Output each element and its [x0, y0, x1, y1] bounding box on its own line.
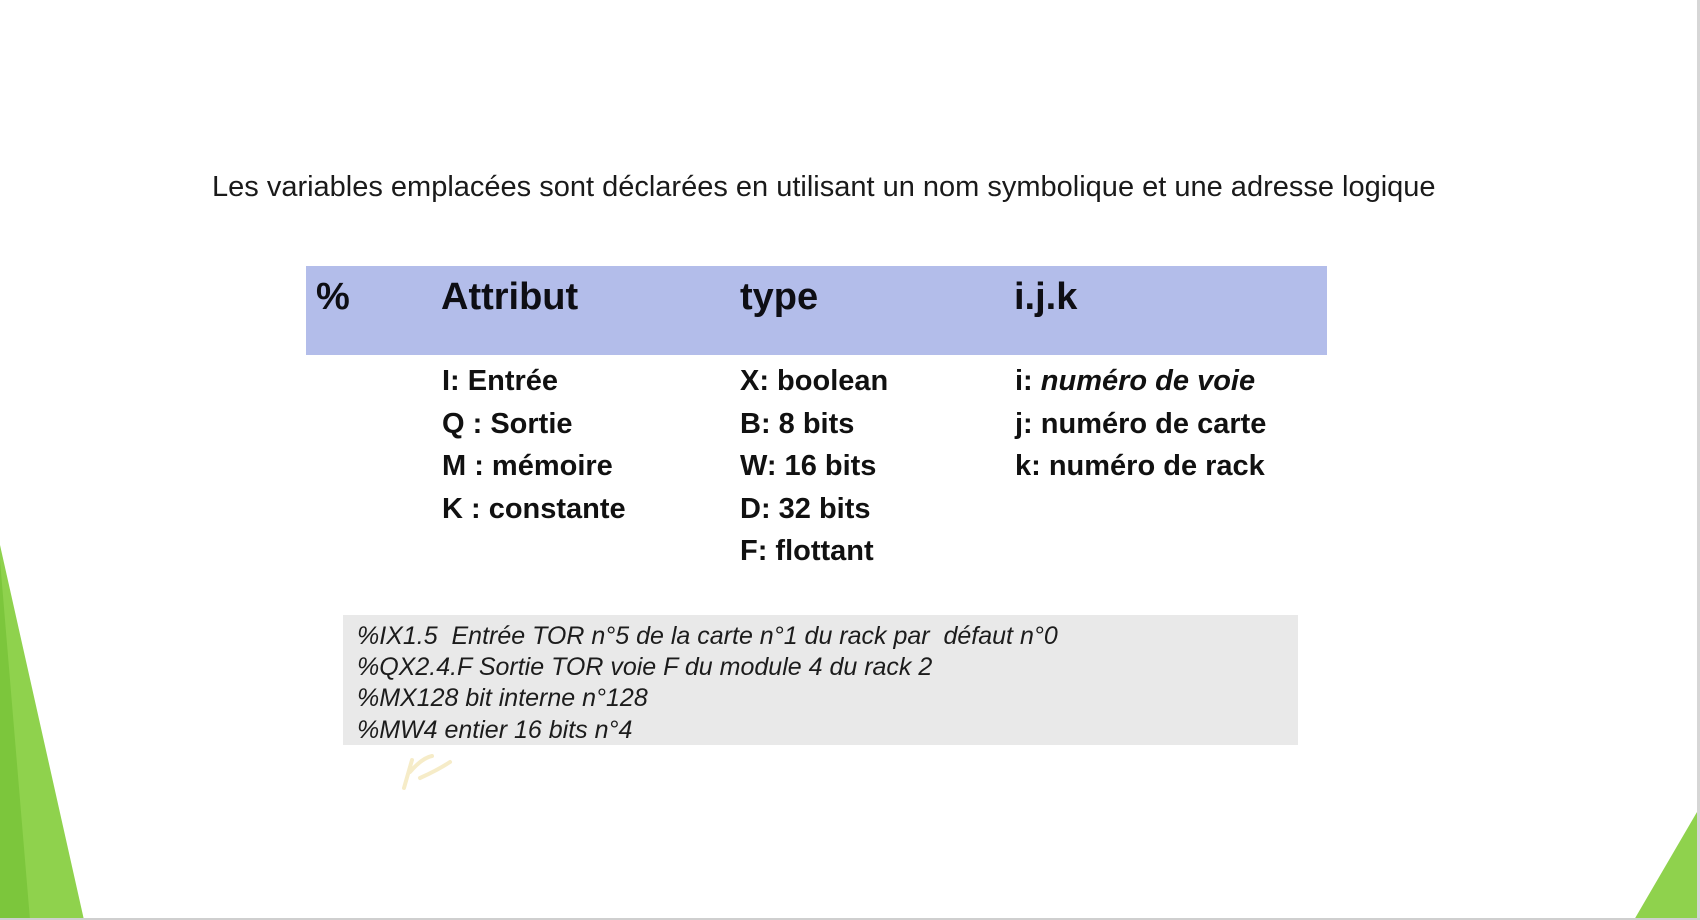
type-column — [740, 360, 888, 573]
header-ijk: i.j.k — [1014, 276, 1078, 318]
type-item: X: boolean — [740, 365, 889, 397]
attribut-item: M : mémoire — [442, 450, 613, 482]
ijk-item-carte: j: numéro de carte — [1015, 407, 1267, 440]
attribut-item: Q : Sortie — [442, 407, 573, 440]
left-green-decoration — [0, 0, 120, 920]
attribut-item: K : constante — [442, 492, 626, 525]
example-line: %MW4 entier 16 bits n°4 — [357, 716, 633, 744]
ijk-voie-text: numéro de voie — [1040, 365, 1256, 397]
example-line: %MX128 bit interne n°128 — [357, 684, 648, 712]
intro-sentence: Les variables emplacées sont déclarées en utilisant un nom symbolique et une adresse logique — [212, 171, 1436, 203]
ijk-item-voie — [1015, 360, 1266, 403]
right-green-decoration — [1630, 0, 1700, 920]
ijk-column — [1015, 360, 1266, 488]
header-type: type — [740, 276, 819, 318]
example-line: %IX1.5 Entrée TOR n°5 de la carte n°1 du rack par défaut n°0 — [357, 622, 1058, 650]
ijk-item-rack: k: numéro de rack — [1015, 450, 1265, 482]
type-item: W: 16 bits — [740, 450, 877, 482]
type-item: D: 32 bits — [740, 492, 871, 525]
faint-watermark-mark — [398, 748, 458, 792]
ijk-prefix: i: — [1015, 365, 1041, 397]
example-line: %QX2.4.F Sortie TOR voie F du module 4 du rack 2 — [357, 653, 933, 681]
examples-box — [343, 615, 1298, 745]
attribut-column — [442, 360, 626, 530]
type-item: F: flottant — [740, 535, 874, 567]
attribut-item: I: Entrée — [442, 365, 559, 397]
header-percent: % — [316, 276, 350, 318]
header-attribut: Attribut — [441, 276, 579, 318]
type-item: B: 8 bits — [740, 407, 855, 440]
